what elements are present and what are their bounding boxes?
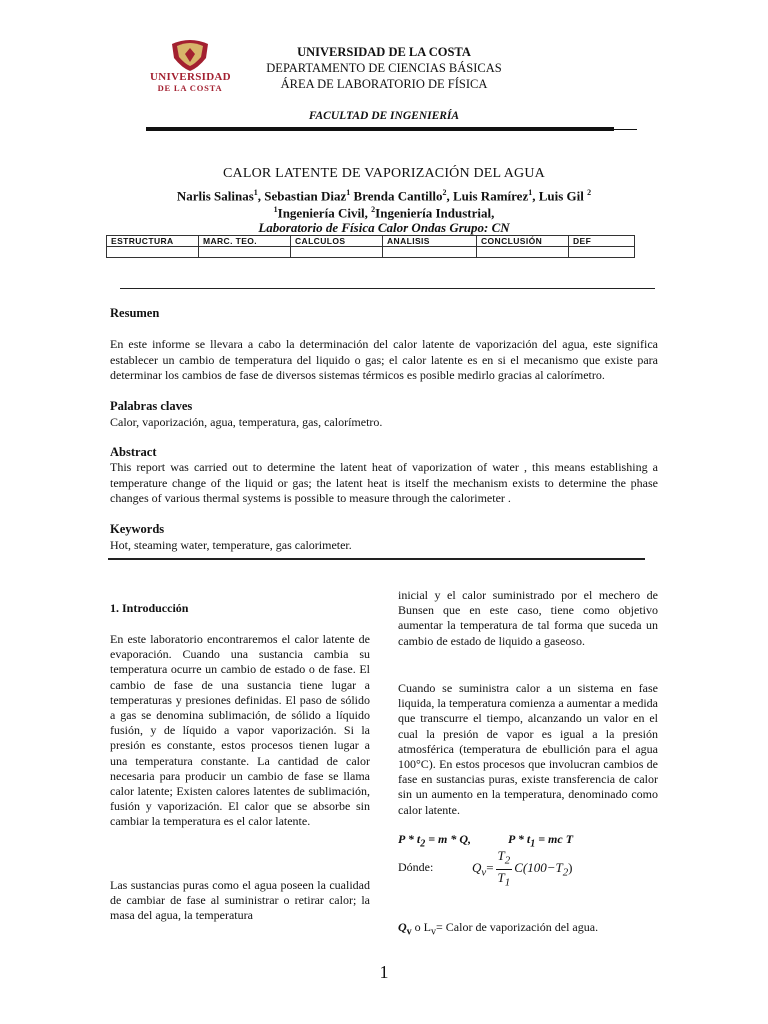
author-1: Narlis Salinas (176, 188, 254, 204)
affil-1-marker: 1 (273, 205, 278, 214)
author-list (100, 188, 668, 204)
author-5: , Luis Gil (532, 188, 588, 204)
grade-header-cell: ESTRUCTURA (107, 236, 199, 247)
author-5-affil: 2 (587, 188, 592, 197)
affiliations (100, 205, 668, 221)
numerator-t: T (497, 848, 505, 863)
section-rule-bottom (108, 558, 645, 560)
grade-table (106, 235, 635, 258)
grade-score-cell (291, 247, 383, 258)
author-2: , Sebastian Diaz (257, 188, 347, 204)
def-equals: = (436, 920, 443, 934)
def-text: Calor de vaporización del agua. (442, 920, 599, 934)
grade-score-cell (199, 247, 291, 258)
fraction-denominator (496, 870, 513, 891)
intro-paragraph-2: Las sustancias puras como el agua poseen la cualidad de cambiar de fase al suministrar o retirar calor; la masa del agua, la temperatura (110, 878, 370, 923)
header-rule-thin (614, 129, 637, 130)
eq2-lhs: P * t (508, 832, 531, 846)
abstract-heading: Abstract (110, 445, 157, 459)
qv-definition (398, 920, 598, 937)
header-rule (146, 127, 614, 131)
logo-text-line2: DE LA COSTA (157, 83, 223, 93)
eq1-rhs: = m * Q, (425, 832, 472, 846)
author-2-affil: 1 (346, 188, 351, 197)
formula-c-term: C(100−T (514, 860, 563, 876)
formula-c-sub: 2 (562, 866, 569, 879)
logo-text-line1: UNIVERSIDAD (150, 71, 231, 83)
body-paragraph-2: Cuando se suministra calor a un sistema en fase liquida, la temperatura comienza a aumentar a medida que transcurre el tiempo, alcanzando un valor en el cual la presión de vapor es igual a la presión atmosférica (temperatura de ebullición para el agua 100°C). En estos procesos que involucran cambios de fase en sustancias puras, existe transferencia de calor sin un aumento en la temperatura, denominado como calor latente. (398, 681, 658, 817)
formula-fraction (496, 848, 513, 890)
lab-group-line: Laboratorio de Física Calor Ondas Grupo: CN (258, 220, 510, 235)
author-4-affil: 1 (528, 188, 533, 197)
intro-paragraph-1: En este laboratorio encontraremos el calor latente de evaporación. Cuando una sustancia cambia su temperatura ocurre un cambio de estado o de fase. El cambio de fase de una sustancia tiene lugar a temperaturas y presiones definidas. El paso de sólido a gas se denomina sublimación, de sólido a líquido fusión, y de líquido a vapor vaporización. Si la presión es constante, estos procesos tienen lugar a una temperatura constante. La cantidad de calor necesaria para producir un cambio de fase se llama calor latente; Existen calores latentes de sublimación, fusión y vaporización. El calor que se absorbe sin cambiar la temperatura es el calor latente. (110, 632, 370, 829)
grade-header-cell: ANALISIS (383, 236, 477, 247)
eq1-lhs: P * t (398, 832, 421, 846)
author-1-affil: 1 (253, 188, 258, 197)
def-q: Q (398, 920, 407, 934)
latent-heat-formula (472, 848, 572, 890)
grade-header-cell: CALCULOS (291, 236, 383, 247)
keywords-heading: Keywords (110, 522, 165, 536)
affil-2: Ingeniería Industrial, (375, 205, 495, 221)
grade-score-cell (569, 247, 635, 258)
formula-q-sub: v (481, 866, 487, 879)
page-number: 1 (379, 962, 389, 982)
eq1-sub: 2 (420, 838, 426, 850)
abstract-text: This report was carried out to determine the latent heat of vaporization of water , this means establishing a temperature change of the liquid or gas; the latent heat is itself the mechanism exists to determine the phase changes of various thermal systems is possible to measure through the calorimeter . (110, 460, 658, 505)
equation-1 (398, 832, 471, 849)
faculty-name: FACULTAD DE INGENIERÍA (308, 110, 460, 122)
palabras-text: Calor, vaporización, agua, temperatura, gas, calorímetro. (110, 415, 383, 429)
grade-table-score-row (107, 247, 635, 258)
denominator-t: T (497, 869, 505, 885)
university-name: UNIVERSIDAD DE LA COSTA (297, 45, 471, 59)
donde-label: Dónde: (398, 860, 434, 874)
grade-header-cell: CONCLUSIÓN (477, 236, 569, 247)
formula-qv (472, 860, 487, 879)
def-l-sub: v (431, 926, 437, 938)
affil-2-marker: 2 (371, 205, 376, 214)
author-3: Brenda Cantillo (350, 188, 443, 204)
author-3-affil: 2 (442, 188, 447, 197)
grade-header-cell: MARC. TEO. (199, 236, 291, 247)
grade-table-header-row (107, 236, 635, 247)
eq2-rhs: = mc T (535, 832, 574, 846)
equation-2 (508, 832, 573, 849)
grade-header-cell: DEF (569, 236, 635, 247)
section-rule (120, 288, 655, 289)
formula-q: Q (472, 860, 482, 876)
eq2-sub: 1 (530, 838, 536, 850)
grade-score-cell (107, 247, 199, 258)
department-name: DEPARTAMENTO DE CIENCIAS BÁSICAS (266, 61, 502, 75)
intro-heading: 1. Introducción (110, 601, 189, 615)
resumen-text: En este informe se llevara a cabo la determinación del calor latente de vaporización del agua, este significa establecer un cambio de temperatura del liquido o gas; el calor latente es en si el mecanismo que existe para determinar los cambios de fase de diversos sistemas térmicos es posible medirlo gracias al calorímetro. (110, 337, 658, 382)
fraction-numerator (496, 848, 513, 870)
formula-close: ) (568, 860, 573, 876)
resumen-heading: Resumen (110, 306, 160, 320)
denominator-sub: 1 (504, 876, 511, 889)
def-q-sub: v (406, 926, 412, 938)
palabras-heading: Palabras claves (110, 399, 193, 413)
grade-score-cell (477, 247, 569, 258)
def-mid: o L (411, 920, 432, 934)
body-paragraph-1: inicial y el calor suministrado por el mechero de Bunsen que en este caso, tiene como objetivo aumentar la temperatura de tal forma que suceda un cambio de estado de liquido a gaseoso. (398, 588, 658, 648)
author-4: , Luis Ramírez (446, 188, 529, 204)
paper-title: CALOR LATENTE DE VAPORIZACIÓN DEL AGUA (223, 166, 545, 181)
grade-score-cell (383, 247, 477, 258)
numerator-sub: 2 (504, 854, 511, 867)
affil-1: Ingeniería Civil, (277, 205, 372, 221)
area-name: ÁREA DE LABORATORIO DE FÍSICA (280, 77, 488, 91)
formula-equals: = (486, 860, 494, 876)
keywords-text: Hot, steaming water, temperature, gas calorimeter. (110, 538, 352, 552)
